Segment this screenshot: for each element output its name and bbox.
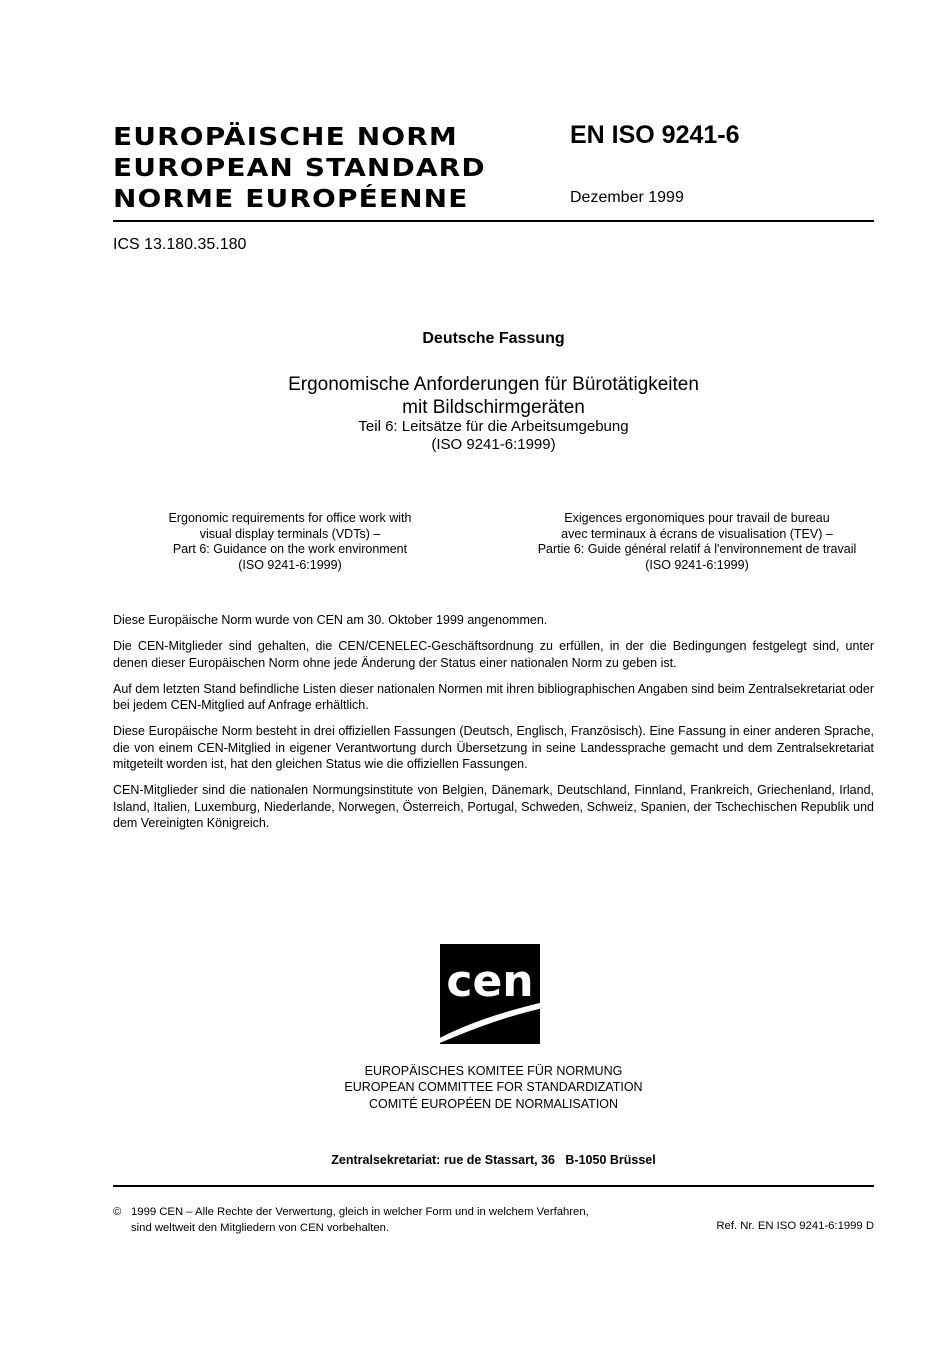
copyright-line-1: 1999 CEN – Alle Rechte der Verwertung, gleich in welcher Form und in welchem Verfahren, <box>131 1206 589 1218</box>
title-iso-ref: (ISO 9241-6:1999) <box>431 436 556 453</box>
committee-name-en: EUROPEAN COMMITTEE FOR STANDARDIZATION <box>344 1080 643 1095</box>
french-title <box>522 511 872 573</box>
body-text <box>113 612 874 841</box>
ics-code: ICS 13.180.35.180 <box>113 236 247 253</box>
norm-title-de: EUROPÄISCHE NORM <box>113 122 458 151</box>
cen-logo <box>440 944 540 1044</box>
copyright-symbol: © <box>113 1206 122 1218</box>
english-title-line: visual display terminals (VDTs) – <box>199 526 381 541</box>
english-title <box>115 511 465 573</box>
english-title-line: Part 6: Guidance on the work environment <box>172 542 408 556</box>
norm-title-en: EUROPEAN STANDARD <box>113 153 486 182</box>
english-title-line: Ergonomic requirements for office work with <box>168 511 412 525</box>
body-paragraph: Diese Europäische Norm wurde von CEN am 30. Oktober 1999 angenommen. <box>113 613 548 627</box>
document-subtitle <box>113 418 874 454</box>
committee-names <box>113 1063 874 1112</box>
english-title-line: (ISO 9241-6:1999) <box>238 557 342 572</box>
copyright-notice <box>113 1205 589 1236</box>
header-divider <box>113 220 874 222</box>
document-title <box>113 373 874 419</box>
publication-date: Dezember 1999 <box>570 189 684 206</box>
title-line-1: Ergonomische Anforderungen für Bürotätigkeiten <box>288 374 699 395</box>
body-paragraph: Diese Europäische Norm besteht in drei offiziellen Fassungen (Deutsch, Englisch, Französisch). Eine Fassung in einer anderen Sprache, die von einem CEN-Mitglied in eigener Verantwortung durch Übersetzung in seine Landessprache gemacht und dem Zentralsekretariat mitgeteilt worden ist, hat den gleichen Status wie die offiziellen Fassungen. <box>113 724 874 772</box>
committee-name-fr: COMITÉ EUROPÉEN DE NORMALISATION <box>368 1096 619 1111</box>
norm-title-fr: NORME EUROPÉENNE <box>113 184 469 213</box>
body-paragraph: Die CEN-Mitglieder sind gehalten, die CEN/CENELEC-Geschäftsordnung zu erfüllen, in der die Bedingungen festgelegt sind, unter denen dieser Europäischen Norm ohne jede Änderung der Status einer nationalen Norm zu geben ist. <box>113 639 874 670</box>
body-paragraph: Auf dem letzten Stand befindliche Listen dieser nationalen Normen mit ihren bibliographischen Angaben sind beim Zentralsekretariat oder bei jedem CEN-Mitglied auf Anfrage erhältlich. <box>113 681 874 713</box>
copyright-line-2: sind weltweit den Mitgliedern von CEN vorbehalten. <box>131 1221 390 1234</box>
french-title-line: (ISO 9241-6:1999) <box>645 557 749 572</box>
french-title-line: Partie 6: Guide général relatif á l'environnement de travail <box>537 542 857 556</box>
title-part: Teil 6: Leitsätze für die Arbeitsumgebung <box>358 418 629 435</box>
committee-name-de: EUROPÄISCHES KOMITEE FÜR NORMUNG <box>364 1064 623 1078</box>
standard-number: EN ISO 9241-6 <box>570 121 740 149</box>
footer-divider <box>113 1185 874 1187</box>
title-line-2: mit Bildschirmgeräten <box>402 397 585 418</box>
body-paragraph: CEN-Mitglieder sind die nationalen Normungsinstitute von Belgien, Dänemark, Deutschland, Finnland, Frankreich, Griechenland, Irland, Island, Italien, Luxemburg, Niederlande, Norwegen, Österreich, Portugal, Schweden, Schweiz, Spanien, der Tschechischen Republik und dem Vereinigten Königreich. <box>113 783 874 830</box>
cen-logo-text: cen <box>446 956 534 1007</box>
secretariat-address: Zentralsekretariat: rue de Stassart, 36 B-1050 Brüssel <box>331 1153 656 1167</box>
version-label: Deutsche Fassung <box>422 330 565 347</box>
reference-number: Ref. Nr. EN ISO 9241-6:1999 D <box>716 1220 874 1232</box>
french-title-line: avec terminaux à écrans de visualisation (TEV) – <box>561 526 833 541</box>
french-title-line: Exigences ergonomiques pour travail de bureau <box>564 511 830 525</box>
